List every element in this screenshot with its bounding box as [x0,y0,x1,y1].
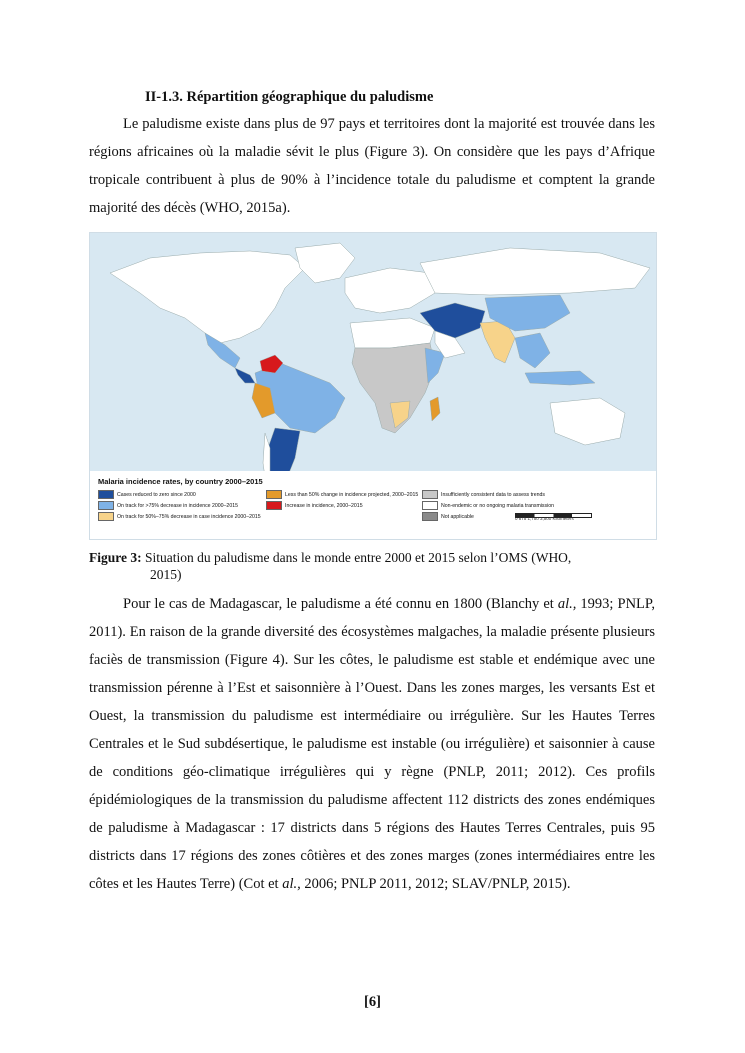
legend-item [422,512,474,521]
caption-label: Figure 3: [89,550,142,565]
paragraph-text: Pour le cas de Madagascar, le paludisme a été connu en 1800 (Blanchy et [123,596,558,612]
legend-swatch [422,512,438,521]
legend-item [98,490,196,499]
australia-region [550,398,625,445]
page-number: [6] [364,994,381,1010]
central-america-region [235,368,255,383]
legend-swatch [422,501,438,510]
legend-swatch [98,501,114,510]
paragraph-italic: al., [557,596,577,612]
section-heading: II-1.3. Répartition géographique du paludisme [145,89,434,105]
paragraph-intro: Le paludisme existe dans plus de 97 pays et territoires dont la majorité est trouvée dans les régions africaines où la maladie sévit le plus (Figure 3). On considère que les pays d’Afrique tropicale contribuent à plus de 90% à l’incidence totale du paludisme et comptent la grande majorité des décès (WHO, 2015a). [89,116,655,216]
legend-swatch [266,490,282,499]
legend-swatch [266,501,282,510]
paragraph-madagascar [89,590,655,898]
russia-region [420,248,650,295]
legend-label: Less than 50% change in incidence projected, 2000–2015 [285,491,419,498]
legend-swatch [422,490,438,499]
legend-label: Insufficiently consistent data to assess trends [441,491,545,498]
legend-item [98,501,238,510]
paragraph-text: 1993; PNLP, 2011). En raison de la grande diversité des écosystèmes malgaches, la maladie présente plusieurs faciès de transmission (Figure 4). Sur les côtes, le paludisme est stable et endémique avec une transmission pérenne à l’Est et saisonnière à l’Ouest. Dans les zones marges, les versants Est et Ouest, la transmission du paludisme est intermédiaire ou irrégulière. Sur les Hautes Terres Centrales et le Sud subdésertique, le paludisme est instable (ou irrégulière) et saisonnier à cause de conditions géo-climatique irrégulières qui y règne (PNLP, 2011; 2012). Ces profils épidémiologiques de la transmission du paludisme affectent 112 districts des zones endémiques de paludisme à Madagascar : 17 districts dans 5 régions des Hautes Terres Centrales, puis 95 districts dans 17 régions des zones côtières et des zones marges (zones intermédiaires entre les côtes et les Hautes Terre) (Cot et [89,596,655,892]
caption-text: Situation du paludisme dans le monde entre 2000 et 2015 selon l’OMS (WHO, [145,550,572,565]
legend-item [266,490,418,499]
paragraph-text: 2006; PNLP 2011, 2012; SLAV/PNLP, 2015). [300,876,571,892]
greenland-region [295,243,355,283]
southeast-asia-region [515,333,550,368]
legend-swatch [98,490,114,499]
legend-item [422,490,545,499]
madagascar-region [430,397,440,421]
legend-label: On track for 50%–75% decrease in case incidence 2000–2015 [117,513,261,520]
legend-label: On track for >75% decrease in incidence 2000–2015 [117,502,238,509]
legend-label: Non-endemic or no ongoing malaria transmission [441,502,555,509]
legend-item [266,501,363,510]
north-africa-region [350,318,435,348]
legend-label: Not applicable [441,513,474,520]
legend-label: Cases reduced to zero since 2000 [117,491,196,498]
north-america-region [110,251,305,343]
figure-caption [89,549,649,583]
scale-label: 0 875 1,750 3,500 Kilometers [515,516,574,521]
malaria-world-map [89,232,657,540]
caption-text-continued: 2015) [150,567,182,582]
legend-item [98,512,261,521]
paragraph-italic: al., [282,876,301,892]
indonesia-region [525,371,595,385]
europe-region [345,268,435,313]
legend-label: Increase in incidence, 2000–2015 [285,502,363,509]
legend-title: Malaria incidence rates, by country 2000–2015 [98,477,263,486]
legend-swatch [98,512,114,521]
legend-item [422,501,554,510]
